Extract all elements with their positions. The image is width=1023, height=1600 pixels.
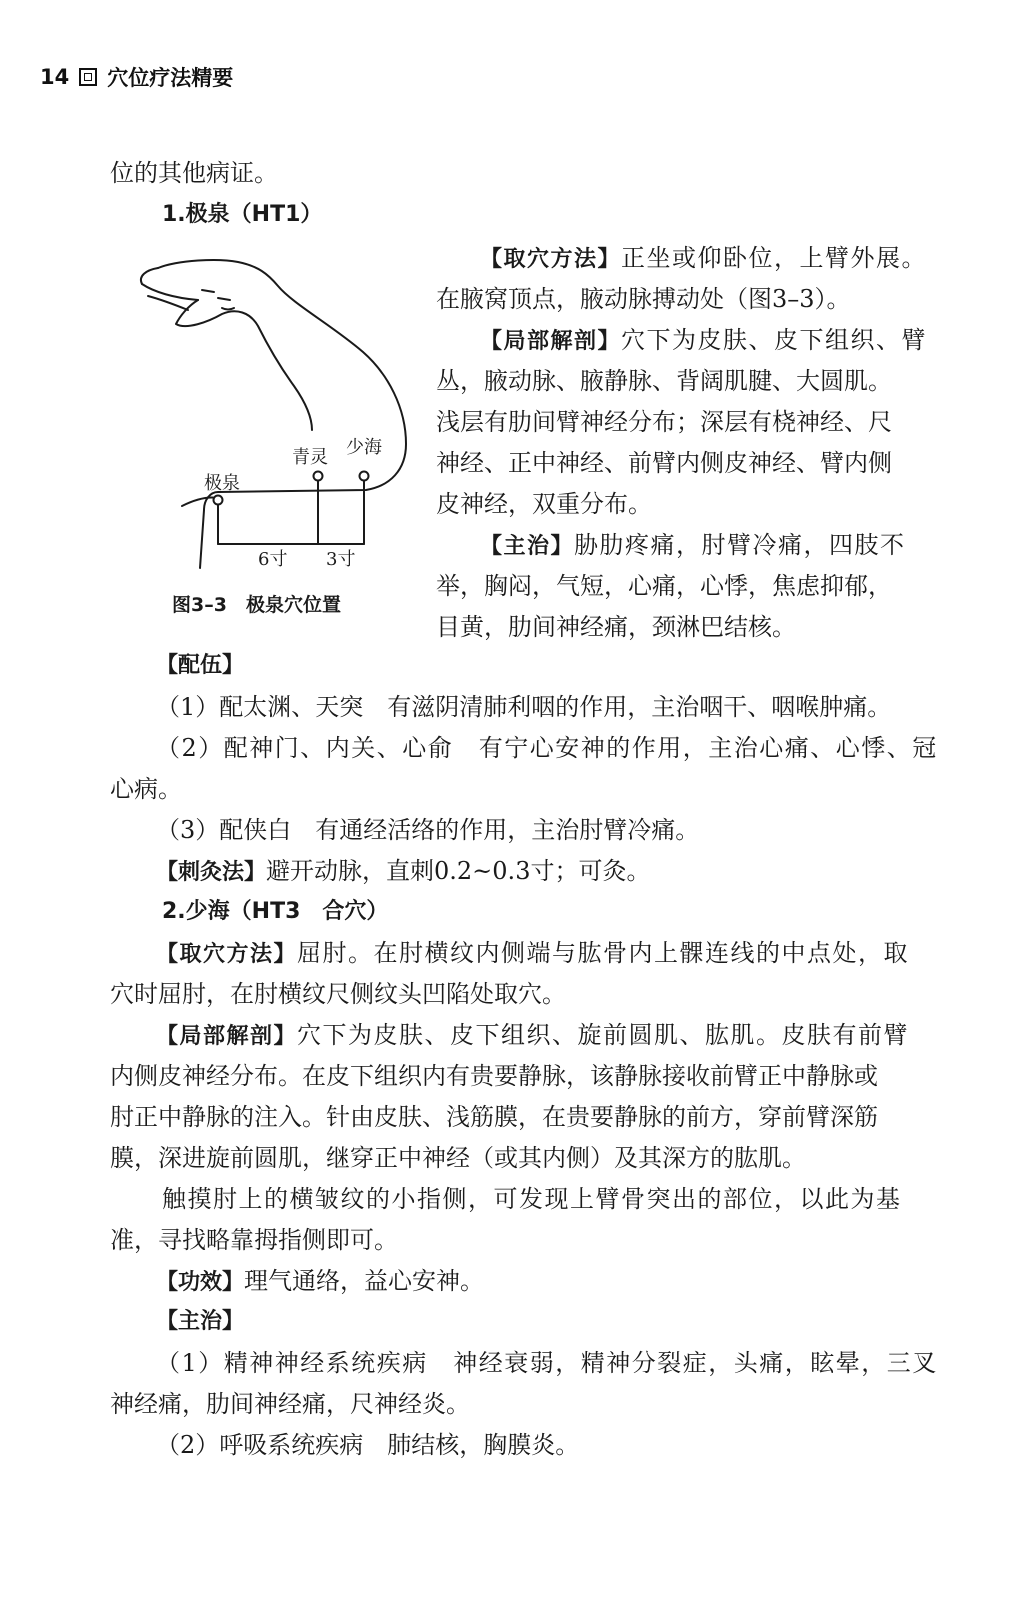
jiquan-anatomy-l5: 皮神经，双重分布。 xyxy=(436,490,652,518)
label-combination: 【配伍】 xyxy=(156,653,245,678)
jiquan-point xyxy=(214,496,223,505)
book-icon xyxy=(79,68,97,86)
jiquan-location-l1: 【取穴方法】正坐或仰卧位，上臂外展。 xyxy=(480,244,928,272)
combination-3: （3）配侠白 有通经活络的作用，主治肘臂冷痛。 xyxy=(156,816,700,844)
label-jiquan: 极泉 xyxy=(204,473,240,494)
combination-2-l1: （2）配神门、内关、心俞 有宁心安神的作用，主治心痛、心悸、冠 xyxy=(156,734,938,762)
acupoint-figure xyxy=(118,248,428,578)
shaohai-indication-1-l2: 神经痛，肋间神经痛，尺神经炎。 xyxy=(110,1390,470,1418)
jiquan-location-l2: 在腋窝顶点，腋动脉搏动处（图3–3）。 xyxy=(436,285,851,313)
shaohai-location-l2: 穴时屈肘，在肘横纹尺侧纹头凹陷处取穴。 xyxy=(110,980,566,1008)
shaohai-indication-2: （2）呼吸系统疾病 肺结核，胸膜炎。 xyxy=(156,1431,580,1459)
jiquan-anatomy-l3: 浅层有肋间臂神经分布；深层有桡神经、尺 xyxy=(436,408,892,436)
jiquan-anatomy-l2: 丛，腋动脉、腋静脉、背阔肌腱、大圆肌。 xyxy=(436,367,892,395)
book-title: 穴位疗法精要 xyxy=(107,66,234,90)
needling-method: 【刺灸法】避开动脉，直刺0.2~0.3寸；可灸。 xyxy=(156,857,651,885)
shaohai-location-l1: 【取穴方法】屈肘。在肘横纹内侧端与肱骨内上髁连线的中点处，取 xyxy=(156,939,910,967)
combination-2-l2: 心病。 xyxy=(110,775,182,803)
running-header xyxy=(40,62,233,92)
shaohai-anatomy-l3: 肘正中静脉的注入。针由皮肤、浅筋膜，在贵要静脉的前方，穿前臂深筋 xyxy=(110,1103,878,1131)
shaohai-anatomy-l1: 【局部解剖】穴下为皮肤、皮下组织、旋前圆肌、肱肌。皮肤有前臂 xyxy=(156,1021,910,1049)
jiquan-indication-l1: 【主治】胁肋疼痛，肘臂冷痛，四肢不 xyxy=(480,531,906,559)
combination-1: （1）配太渊、天突 有滋阴清肺利咽的作用，主治咽干、咽喉肿痛。 xyxy=(156,693,892,721)
jiquan-anatomy-l1: 【局部解剖】穴下为皮肤、皮下组织、臂 xyxy=(480,326,928,354)
label-shaohai: 少海 xyxy=(346,437,382,458)
label-anatomy: 【局部解剖】 xyxy=(480,329,622,354)
shaohai-tip-l1: 触摸肘上的横皱纹的小指侧，可发现上臂骨突出的部位，以此为基 xyxy=(162,1185,902,1213)
section-title-shaohai: 2.少海（HT3 合穴） xyxy=(162,899,389,924)
jiquan-anatomy-l4: 神经、正中神经、前臂内侧皮神经、臂内侧 xyxy=(436,449,892,477)
label-shaohai-indication: 【主治】 xyxy=(156,1309,245,1334)
label-qingling: 青灵 xyxy=(292,447,328,468)
label-location: 【取穴方法】 xyxy=(480,247,622,272)
label-effect: 【功效】 xyxy=(156,1270,245,1295)
label-distance-6cun: 6寸 xyxy=(258,549,288,570)
intro-tail: 位的其他病证。 xyxy=(110,159,278,187)
qingling-point xyxy=(314,472,323,481)
shaohai-indication-1-l1: （1）精神神经系统疾病 神经衰弱，精神分裂症，头痛，眩晕，三叉 xyxy=(156,1349,938,1377)
label-indication: 【主治】 xyxy=(480,534,575,559)
figure-caption: 图3–3 极泉穴位置 xyxy=(172,594,341,616)
jiquan-indication-l2: 举，胸闷，气短，心痛，心悸，焦虑抑郁， xyxy=(436,572,892,600)
shaohai-tip-l2: 准，寻找略靠拇指侧即可。 xyxy=(110,1226,398,1254)
label-distance-3cun: 3寸 xyxy=(326,549,356,570)
shaohai-anatomy-l4: 膜，深进旋前圆肌，继穿正中神经（或其内侧）及其深方的肱肌。 xyxy=(110,1144,806,1172)
shaohai-anatomy-l2: 内侧皮神经分布。在皮下组织内有贵要静脉，该静脉接收前臂正中静脉或 xyxy=(110,1062,878,1090)
jiquan-indication-l3: 目黄，肋间神经痛，颈淋巴结核。 xyxy=(436,613,796,641)
section-title-jiquan: 1.极泉（HT1） xyxy=(162,202,323,227)
shaohai-point xyxy=(360,472,369,481)
arm-illustration xyxy=(118,248,428,578)
shaohai-effect: 【功效】理气通络，益心安神。 xyxy=(156,1267,485,1295)
label-needling: 【刺灸法】 xyxy=(156,860,267,885)
page-number: 14 xyxy=(40,65,70,89)
